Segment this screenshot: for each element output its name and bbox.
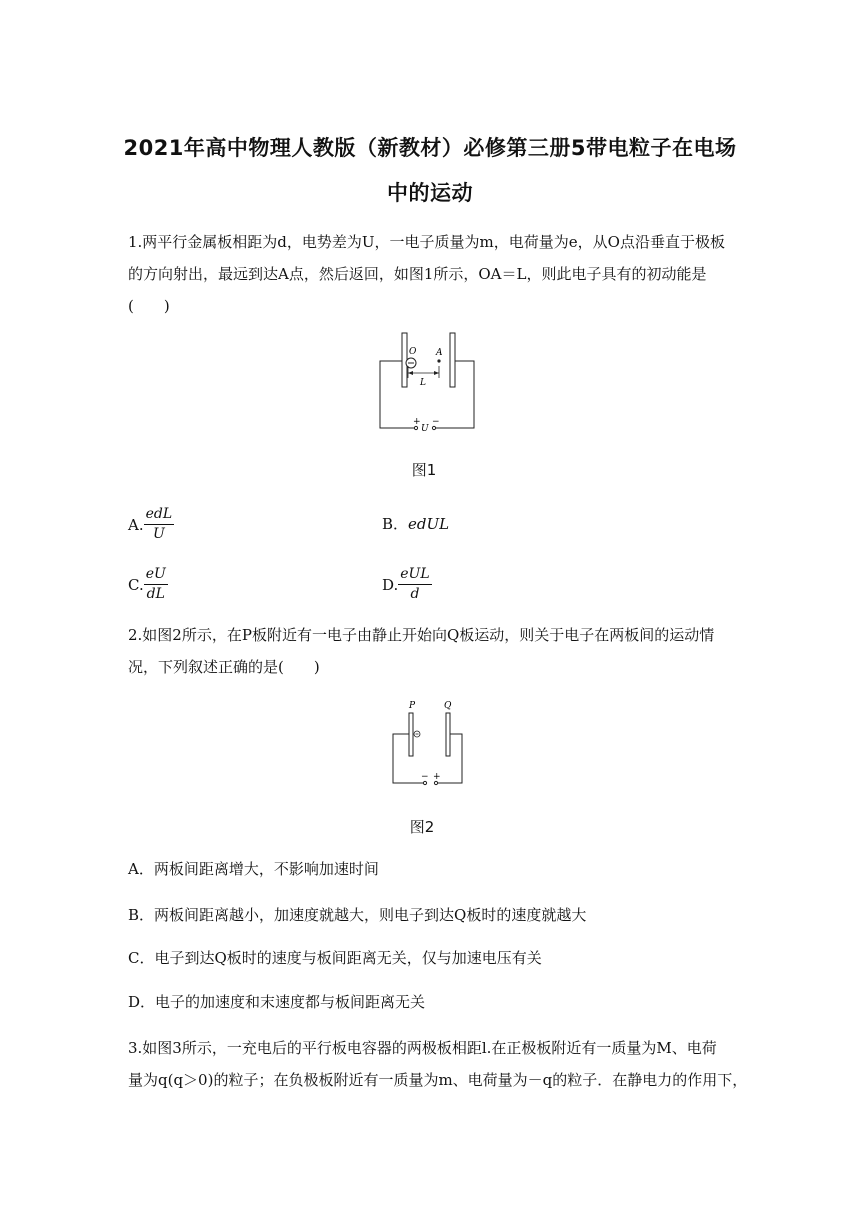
option-d-label: D. [382, 575, 399, 594]
option-b-text: edUL [408, 514, 450, 533]
q1-option-b[interactable] [382, 513, 449, 534]
left-plate [402, 333, 407, 387]
point-A-dot [437, 359, 440, 362]
document-title-line-1: 2021年高中物理人教版（新教材）必修第三册5带电粒子在电场 [123, 136, 737, 160]
terminal-minus-label: − [421, 772, 429, 782]
distance-L-label: L [420, 378, 426, 388]
option-a-fraction [144, 505, 175, 544]
q2-option-d[interactable]: D．电子的加速度和末速度都与板间距离无关 [128, 993, 426, 1011]
terminal-plus-label: + [433, 772, 441, 782]
plate-Q-label: Q [444, 701, 452, 711]
right-plate [450, 333, 455, 387]
option-a-numerator: edL [144, 505, 175, 525]
figure-1-caption: 图1 [411, 461, 437, 479]
q2-option-b[interactable]: B．两板间距离越小，加速度就越大，则电子到达Q板时的速度就越大 [128, 906, 587, 924]
option-c-label: C. [128, 575, 144, 594]
q3-stem-line-1: 3.如图3所示，一充电后的平行板电容器的两极板相距l.在正极板附近有一质量为M、电荷 [128, 1039, 717, 1057]
terminal-U-label: U [421, 424, 429, 434]
figure-2-circuit-diagram [385, 697, 470, 793]
option-d-denominator: d [410, 586, 420, 602]
option-a-denominator: U [152, 526, 165, 542]
terminal-minus-label: − [432, 417, 440, 427]
option-c-fraction [144, 565, 168, 604]
q2-stem-line-2: 况，下列叙述正确的是( ) [128, 658, 320, 676]
option-d-fraction [398, 565, 431, 604]
q1-stem-line-3: ( ) [128, 297, 170, 315]
figure-2-caption: 图2 [409, 818, 435, 836]
point-O-label: O [409, 347, 417, 357]
option-c-denominator: dL [146, 586, 165, 602]
q2-option-a[interactable]: A．两板间距离增大，不影响加速时间 [128, 860, 379, 878]
option-d-numerator: eUL [398, 565, 431, 585]
document-title-line-2: 中的运动 [387, 181, 473, 205]
option-c-numerator: eU [144, 565, 168, 585]
q2-option-c[interactable]: C．电子到达Q板时的速度与板间距离无关，仅与加速电压有关 [128, 949, 542, 967]
q2-stem-line-1: 2.如图2所示，在P板附近有一电子由静止开始向Q板运动，则关于电子在两板间的运动情 [128, 626, 715, 644]
figure-1-circuit-diagram [370, 325, 482, 437]
option-a-label: A. [128, 515, 144, 534]
plate-P-label: P [409, 701, 416, 711]
q1-option-c[interactable] [128, 565, 168, 604]
plate-P [409, 713, 413, 756]
q3-stem-line-2: 量为q(q＞0)的粒子；在负极板附近有一质量为m、电荷量为－q的粒子．在静电力的作用下， [128, 1071, 748, 1089]
q1-option-a[interactable] [128, 505, 174, 544]
q1-stem-line-2: 的方向射出，最远到达A点，然后返回，如图1所示，OA＝L，则此电子具有的初动能是 [128, 265, 707, 283]
terminal-plus-label: + [413, 417, 421, 427]
option-b-label: B． [382, 515, 409, 533]
point-A-label: A [436, 348, 443, 358]
left-wire [393, 734, 423, 783]
q1-stem-line-1: 1.两平行金属板相距为d，电势差为U，一电子质量为m，电荷量为e，从O点沿垂直于极板 [128, 233, 725, 251]
q1-option-d[interactable] [382, 565, 432, 604]
left-wire [380, 361, 414, 428]
plate-Q [446, 713, 450, 756]
